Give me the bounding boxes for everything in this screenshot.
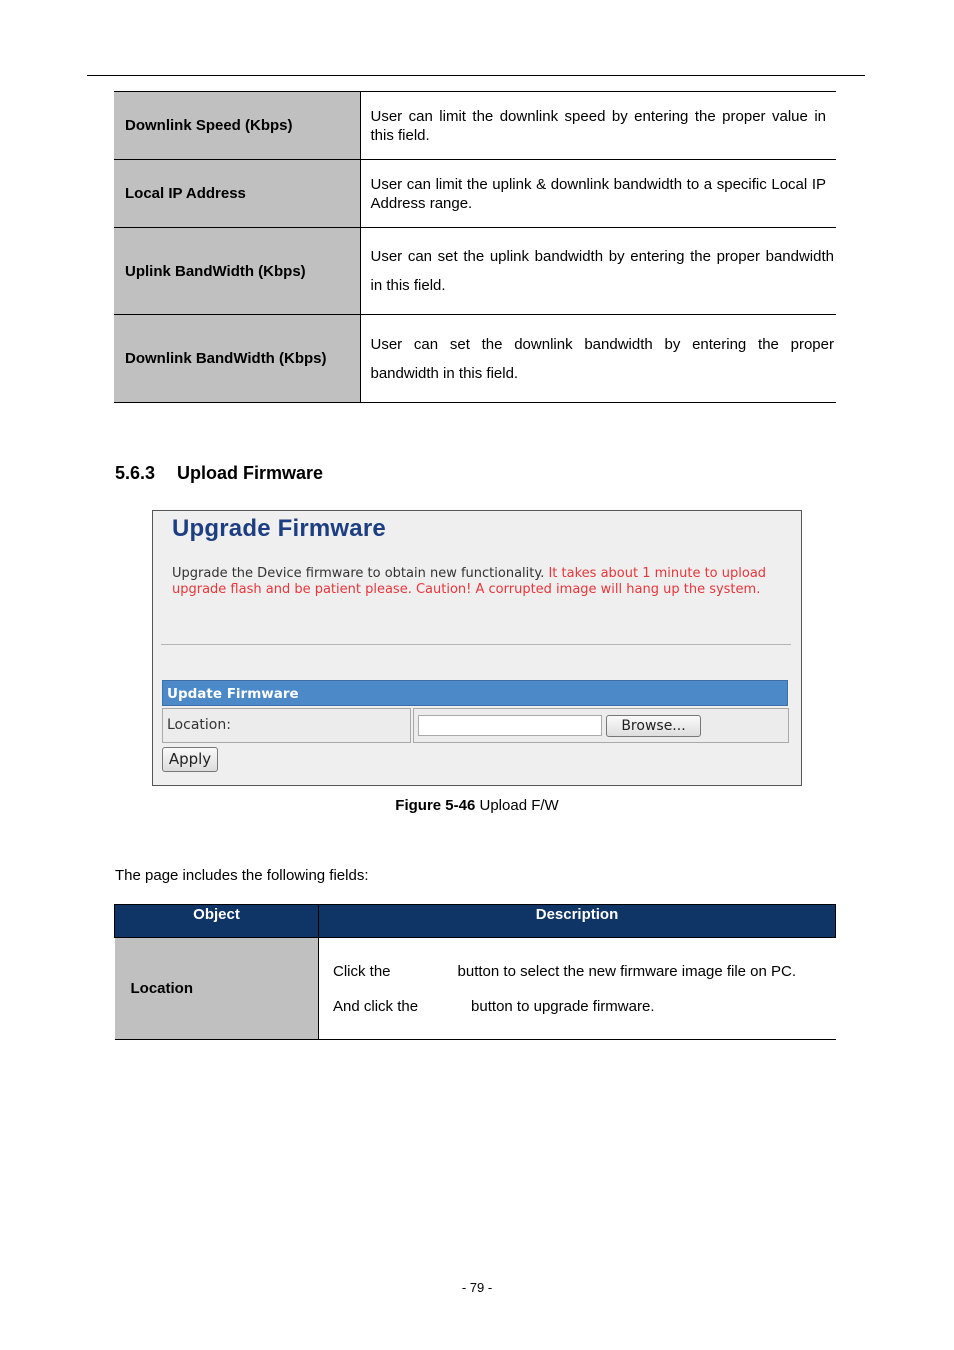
column-header-object: Object bbox=[115, 905, 319, 938]
firmware-warning-text: It takes about 1 minute to upload upgrade flash and be patient please. Caution! A corrupted image will hang up the system. bbox=[172, 566, 767, 597]
field-object: Location bbox=[115, 938, 319, 1040]
figure-caption-text: Upload F/W bbox=[475, 797, 559, 814]
location-label: Location: bbox=[162, 708, 411, 743]
firmware-description bbox=[172, 566, 772, 597]
divider bbox=[161, 644, 791, 645]
fields-table bbox=[114, 904, 836, 1040]
section-title: Upload Firmware bbox=[177, 463, 324, 483]
table-row bbox=[114, 92, 836, 160]
table-row bbox=[114, 315, 836, 403]
figure-caption bbox=[0, 797, 954, 814]
header-rule bbox=[87, 75, 865, 76]
page-number: - 79 - bbox=[461, 1280, 493, 1295]
firmware-screenshot bbox=[152, 510, 802, 786]
param-name: Local IP Address bbox=[114, 160, 360, 228]
param-description: User can limit the uplink & downlink bandwidth to a specific Local IP Address range. bbox=[360, 160, 836, 228]
description-line bbox=[333, 954, 836, 989]
table-row bbox=[115, 938, 836, 1040]
intro-text: The page includes the following fields: bbox=[115, 867, 369, 884]
param-description: User can set the uplink bandwidth by entering the proper bandwidth in this field. bbox=[360, 228, 836, 315]
param-name: Downlink BandWidth (Kbps) bbox=[114, 315, 360, 403]
section-number: 5.6.3 bbox=[115, 463, 156, 483]
table-header-row bbox=[115, 905, 836, 938]
location-input-cell bbox=[413, 708, 789, 743]
description-text: And click the bbox=[333, 997, 419, 1015]
description-text: button to select the new firmware image file on PC. bbox=[457, 962, 797, 980]
param-name: Uplink BandWidth (Kbps) bbox=[114, 228, 360, 315]
firmware-description-text: Upgrade the Device firmware to obtain new functionality. bbox=[172, 566, 549, 581]
apply-button[interactable]: Apply bbox=[162, 747, 218, 772]
param-description: User can set the downlink bandwidth by entering the proper bandwidth in this field. bbox=[360, 315, 836, 403]
browse-button[interactable]: Browse... bbox=[606, 715, 701, 737]
firmware-file-input[interactable] bbox=[418, 715, 602, 736]
description-text: Click the bbox=[333, 962, 391, 980]
column-header-description: Description bbox=[319, 905, 836, 938]
param-name: Downlink Speed (Kbps) bbox=[114, 92, 360, 160]
parameter-table bbox=[114, 91, 836, 403]
description-line bbox=[333, 989, 836, 1024]
param-description: User can limit the downlink speed by entering the proper value in this field. bbox=[360, 92, 836, 160]
firmware-page-title: Upgrade Firmware bbox=[172, 515, 386, 542]
update-firmware-panel-header: Update Firmware bbox=[162, 680, 788, 706]
table-row bbox=[114, 228, 836, 315]
description-text: button to upgrade firmware. bbox=[471, 997, 655, 1015]
table-row bbox=[114, 160, 836, 228]
field-description bbox=[319, 938, 836, 1040]
figure-label: Figure 5-46 bbox=[395, 797, 476, 814]
section-heading bbox=[115, 463, 323, 484]
